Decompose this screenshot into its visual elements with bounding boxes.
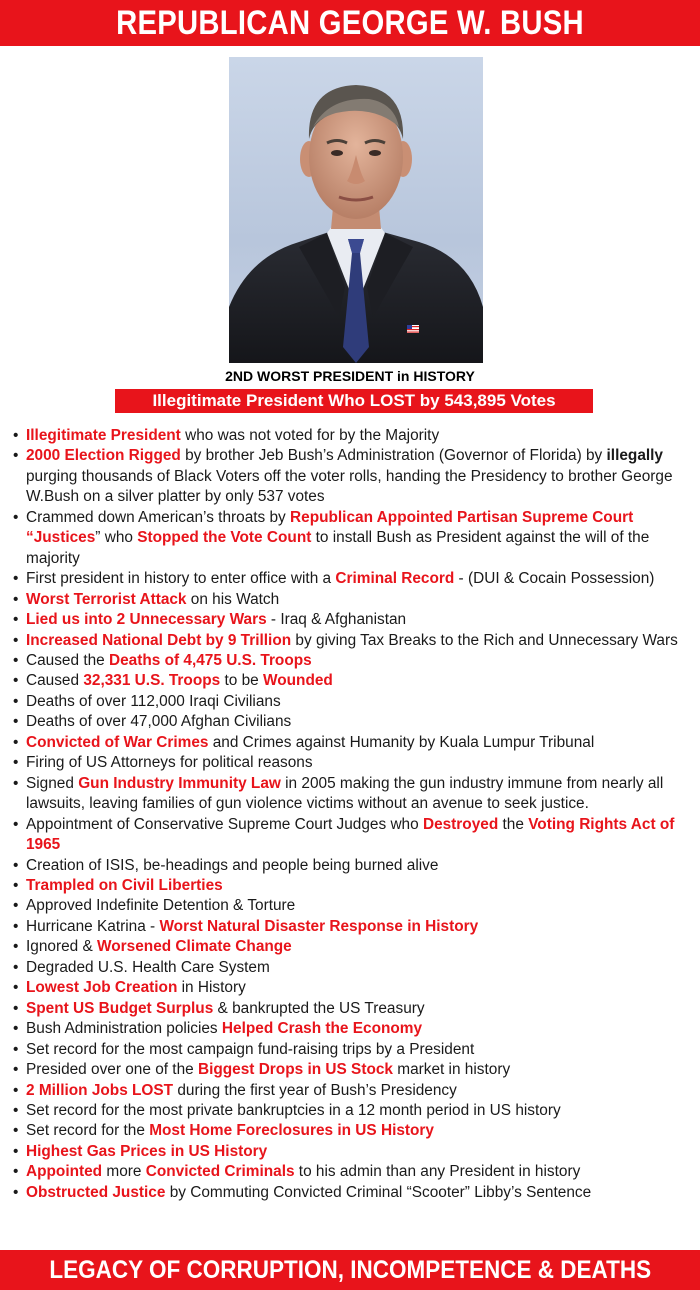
fact-text: illegally	[606, 447, 663, 465]
fact-text: more	[102, 1163, 146, 1181]
fact-item	[13, 815, 700, 856]
fact-text: First president in history to enter office with a	[26, 570, 336, 588]
fact-text: ” who	[95, 529, 138, 547]
fact-item	[13, 1162, 700, 1182]
fact-highlight: Wounded	[263, 672, 333, 690]
fact-item	[13, 774, 700, 815]
fact-text: Deaths of over 112,000 Iraqi Civilians	[26, 692, 281, 710]
fact-text: Presided over one of the	[26, 1061, 198, 1079]
fact-item	[13, 917, 700, 937]
fact-highlight: Voting Rights Act of 1965	[26, 815, 675, 854]
fact-text: on his Watch	[186, 590, 280, 608]
fact-text: in History	[177, 979, 246, 997]
fact-highlight: 32,331 U.S. Troops	[83, 672, 221, 690]
fact-text: Set record for the	[26, 1122, 150, 1140]
fact-text: who was not voted for by the Majority	[180, 427, 440, 444]
fact-highlight: Lowest Job Creation	[26, 979, 178, 997]
fact-text: Ignored &	[26, 938, 98, 956]
fact-text: Set record for the most campaign fund-raising trips by a President	[26, 1040, 475, 1058]
fact-item	[13, 426, 700, 446]
fact-highlight: Illegitimate President	[26, 427, 181, 444]
fact-text: Firing of US Attorneys for political reasons	[26, 754, 313, 772]
fact-item	[13, 876, 700, 896]
fact-item	[13, 1040, 700, 1060]
fact-item	[13, 590, 700, 610]
fact-text: - (DUI & Cocain Possession)	[454, 570, 655, 588]
fact-text: to his admin than any President in history	[294, 1163, 581, 1181]
fact-text: Set record for the most private bankruptcies in a 12 month period in US history	[26, 1101, 561, 1119]
fact-text: during the first year of Bush’s Presidency	[173, 1081, 457, 1099]
fact-text: by brother Jeb Bush’s Administration (Governor of Florida) by	[180, 447, 607, 465]
fact-item	[13, 692, 700, 712]
fact-item	[13, 671, 700, 691]
fact-highlight: Worst Natural Disaster Response in History	[159, 917, 479, 935]
fact-item	[13, 958, 700, 978]
fact-item	[13, 937, 700, 957]
fact-text: by giving Tax Breaks to the Rich and Unnecessary Wars	[291, 631, 678, 649]
fact-text: and Crimes against Humanity by Kuala Lumpur Tribunal	[208, 733, 595, 751]
fact-highlight: Deaths of 4,475 U.S. Troops	[109, 651, 312, 669]
fact-text: Deaths of over 47,000 Afghan Civilians	[26, 713, 292, 731]
fact-item	[13, 712, 700, 732]
subtitle: 2ND WORST PRESIDENT in HISTORY	[225, 368, 475, 384]
fact-text: Creation of ISIS, be-headings and people being burned alive	[26, 856, 439, 874]
fact-text: - Iraq & Afghanistan	[266, 611, 407, 629]
fact-highlight: Convicted Criminals	[145, 1163, 295, 1181]
fact-item	[13, 856, 700, 876]
fact-text: market in history	[392, 1061, 511, 1079]
fact-item	[13, 651, 700, 671]
fact-highlight: Gun Industry Immunity Law	[78, 774, 281, 792]
fact-item	[13, 1183, 700, 1203]
fact-highlight: Most Home Foreclosures in US History	[149, 1122, 434, 1140]
fact-item	[13, 569, 700, 589]
fact-highlight: Spent US Budget Surplus	[26, 999, 214, 1017]
fact-highlight: 2 Million Jobs LOST	[26, 1081, 174, 1099]
portrait-photo	[229, 57, 483, 363]
fact-text: & bankrupted the US Treasury	[213, 999, 425, 1017]
fact-highlight: Helped Crash the Economy	[221, 1020, 423, 1038]
fact-text: to install Bush as President against the will of the majority	[26, 529, 650, 567]
fact-highlight: 2000 Election Rigged	[26, 447, 181, 465]
fact-highlight: Convicted of War Crimes	[26, 733, 209, 751]
fact-item	[13, 610, 700, 630]
fact-highlight: Worst Terrorist Attack	[26, 590, 187, 608]
fact-text: the	[498, 815, 529, 833]
fact-text: Appointment of Conservative Supreme Court Judges who	[26, 815, 423, 833]
fact-highlight: Biggest Drops in US Stock	[197, 1061, 393, 1079]
fact-item	[13, 631, 700, 651]
fact-text: Signed	[26, 774, 79, 792]
fact-highlight: Highest Gas Prices in US History	[26, 1142, 268, 1160]
fact-item	[13, 978, 700, 998]
fact-highlight: Trampled on Civil Liberties	[26, 876, 223, 894]
fact-item	[13, 1081, 700, 1101]
fact-highlight: Obstructed Justice	[26, 1183, 166, 1201]
fact-highlight: Lied us into 2 Unnecessary Wars	[26, 611, 267, 629]
title-banner	[0, 0, 700, 46]
fact-text: by Commuting Convicted Criminal “Scooter” Libby’s Sentence	[165, 1183, 592, 1201]
fact-item	[13, 508, 700, 569]
facts-list	[13, 426, 700, 1203]
fact-highlight: Increased National Debt by 9 Trillion	[26, 631, 292, 649]
fact-highlight: Stopped the Vote Count	[137, 529, 312, 547]
fact-item	[13, 1019, 700, 1039]
fact-item	[13, 446, 700, 507]
fact-text: Degraded U.S. Health Care System	[26, 958, 270, 976]
fact-highlight: Worsened Climate Change	[97, 938, 292, 956]
fact-text: to be	[220, 672, 263, 690]
footer-banner-text: LEGACY OF CORRUPTION, INCOMPETENCE & DEATHS	[49, 1256, 651, 1284]
fact-text: purging thousands of Black Voters off the voter rolls, handing the Presidency to brother George W.Bush on a silver platter by only 537 votes	[26, 467, 673, 506]
fact-item	[13, 1142, 700, 1162]
page-title: REPUBLICAN GEORGE W. BUSH	[116, 4, 584, 42]
fact-item	[13, 733, 700, 753]
fact-text: in 2005 making the gun industry immune from nearly all lawsuits, leaving families of gun violence victims without an avenue to seek justice.	[26, 774, 664, 813]
fact-item	[13, 999, 700, 1019]
fact-item	[13, 753, 700, 773]
fact-highlight: Appointed	[26, 1163, 103, 1181]
fact-item	[13, 1121, 700, 1141]
footer-banner	[0, 1250, 700, 1290]
fact-text: Hurricane Katrina -	[26, 917, 160, 935]
fact-highlight: Criminal Record	[335, 570, 455, 588]
fact-text: Bush Administration policies	[26, 1020, 222, 1038]
fact-text: Crammed down American’s throats by	[26, 508, 291, 526]
fact-item	[13, 896, 700, 916]
fact-item	[13, 1060, 700, 1080]
vote-banner: Illegitimate President Who LOST by 543,895 Votes	[115, 389, 593, 413]
fact-text: Caused	[26, 672, 84, 690]
fact-text: Approved Indefinite Detention & Torture	[26, 897, 296, 915]
fact-item	[13, 1101, 700, 1121]
fact-highlight: Republican Appointed Partisan Supreme Court “Justices	[26, 508, 634, 547]
fact-highlight: Destroyed	[422, 815, 499, 833]
fact-text: Caused the	[26, 651, 109, 669]
